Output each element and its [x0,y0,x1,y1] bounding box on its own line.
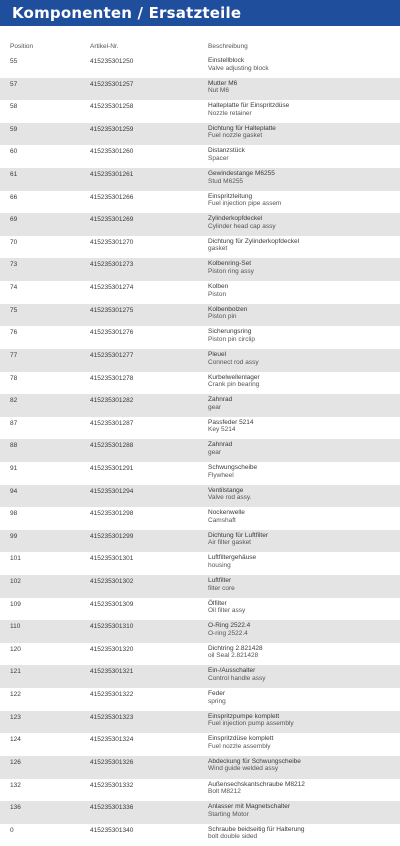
row-article-number: 415235301299 [90,532,134,540]
description-german: Zahnrad [208,441,233,449]
row-position: 122 [10,691,21,699]
row-position: 66 [10,193,18,201]
table-header [0,39,400,55]
description-german: Zylinderkopfdeckel [208,215,263,223]
row-position: 94 [10,487,18,495]
description-german: Kurbelwellenlager [208,373,260,381]
row-article-number: 415235301309 [90,600,134,608]
row-description [208,80,400,95]
row-description [208,600,400,615]
table-row [0,439,400,462]
description-german: Zahnrad [208,396,233,404]
table-row [0,801,400,824]
description-german: Einspritzdüse komplett [208,735,274,743]
row-article-number: 415235301282 [90,397,134,405]
row-article-number: 415235301336 [90,804,134,812]
table-row [0,326,400,349]
row-position: 98 [10,510,18,518]
description-english: gear [208,403,222,411]
description-english: housing [208,562,231,569]
row-description [208,374,400,389]
description-german: Außensechskantschraube M8212 [208,780,305,788]
description-english: Fuel nozzle assembly [208,742,271,750]
row-article-number: 415235301275 [90,306,134,314]
row-position: 73 [10,261,18,269]
row-article-number: 415235301287 [90,419,134,427]
row-position: 132 [10,781,21,789]
row-description [208,147,400,162]
column-header-article: Artikel-Nr. [90,43,119,50]
row-description [208,351,400,366]
row-position: 58 [10,103,18,111]
description-german: Halteplatte für Einspritzdüse [208,102,290,110]
row-position: 69 [10,216,18,224]
row-position: 126 [10,758,21,766]
row-article-number: 415235301322 [90,691,134,699]
table-row [0,55,400,78]
table-row [0,485,400,508]
description-english: Fuel injection pipe assem [208,200,282,208]
page-title: Komponenten / Ersatzteile [0,0,400,26]
row-article-number: 415235301291 [90,464,134,472]
table-row [0,688,400,711]
row-description [208,622,400,637]
description-german: Pleuel [208,350,227,358]
description-english: Fuel injection pump assembly [208,720,294,728]
row-position: 124 [10,736,21,744]
description-english: Piston [208,290,227,298]
row-description [208,690,400,705]
description-english: Fuel nozzle gasket [208,132,263,140]
row-position: 57 [10,80,18,88]
description-german: Kolbenring-Set [208,260,251,268]
row-position: 102 [10,578,21,586]
description-german: Ölfilter [208,599,227,607]
row-position: 59 [10,125,18,133]
row-position: 82 [10,397,18,405]
table-row [0,123,400,146]
description-english: Piston pin [208,313,237,321]
row-position: 0 [10,826,14,834]
row-description [208,441,400,456]
table-row [0,598,400,621]
row-article-number: 415235301260 [90,148,134,156]
row-article-number: 415235301258 [90,103,134,111]
description-english: Key 5214 [208,426,236,434]
row-position: 61 [10,171,18,179]
table-row [0,168,400,191]
row-article-number: 415235301273 [90,261,134,269]
row-description [208,102,400,117]
row-description [208,554,400,569]
description-english: Cylinder head cap assy [208,222,276,230]
row-article-number: 415235301276 [90,329,134,337]
table-row [0,507,400,530]
description-german: Luftfiltergehäuse [208,554,257,562]
row-description [208,396,400,411]
row-description [208,328,400,343]
row-description [208,125,400,140]
description-german: Einspritzleitung [208,192,253,200]
description-german: Schwungscheibe [208,463,258,471]
description-german: Distanzstück [208,147,245,155]
row-position: 70 [10,238,18,246]
table-row [0,191,400,214]
row-article-number: 415235301301 [90,555,134,563]
row-position: 74 [10,284,18,292]
row-description [208,803,400,818]
description-english: O-ring 2522.4 [208,629,248,637]
row-description [208,170,400,185]
description-english: bolt double sided [208,833,258,841]
table-row [0,552,400,575]
row-article-number: 415235301277 [90,351,134,359]
description-german: Dichtung für Halteplatte [208,124,276,132]
row-article-number: 415235301288 [90,442,134,450]
description-english: Camshaft [208,516,236,524]
row-position: 109 [10,600,21,608]
table-row [0,756,400,779]
row-position: 77 [10,351,18,359]
row-article-number: 415235301269 [90,216,134,224]
description-german: O-Ring 2522.4 [208,622,251,630]
table-row [0,620,400,643]
description-german: Abdeckung für Schwungscheibe [208,757,301,765]
row-position: 87 [10,419,18,427]
table-row [0,236,400,259]
row-position: 88 [10,442,18,450]
description-english: Bolt M8212 [208,788,241,796]
description-english: Stud M6255 [208,177,244,185]
row-article-number: 415235301310 [90,623,134,631]
description-english: Nozzle retainer [208,109,252,117]
row-description [208,419,400,434]
row-article-number: 415235301294 [90,487,134,495]
row-article-number: 415235301340 [90,826,134,834]
row-article-number: 415235301302 [90,578,134,586]
row-description [208,215,400,230]
row-description [208,487,400,502]
row-description [208,509,400,524]
row-description [208,645,400,660]
column-header-position: Position [10,43,34,50]
table-row [0,145,400,168]
table-row [0,462,400,485]
description-german: Nockenwelle [208,509,245,517]
description-english: oil Seal 2.821428 [208,652,259,660]
row-position: 99 [10,532,18,540]
description-english: Piston ring assy [208,268,254,276]
description-english: Oil filter assy [208,607,246,615]
row-position: 121 [10,668,21,676]
description-german: Kolben [208,283,229,291]
description-german: Luftfilter [208,577,232,585]
description-german: Dichtung für Luftfilter [208,531,268,539]
row-article-number: 415235301270 [90,238,134,246]
row-article-number: 415235301250 [90,58,134,65]
table-row [0,824,400,846]
description-english: gasket [208,245,228,253]
row-position: 136 [10,804,21,812]
table-row [0,394,400,417]
description-german: Schraube beidseitig für Halterung [208,825,305,833]
description-german: Einspritzpumpe komplett [208,712,280,720]
description-english: Control handle assy [208,675,266,683]
description-english: gear [208,448,222,456]
row-description [208,667,400,682]
description-german: Ein-/Ausschalter [208,667,256,675]
description-english: Starting Motor [208,810,249,818]
row-description [208,238,400,253]
table-row [0,530,400,553]
row-position: 123 [10,713,21,721]
parts-table [0,55,400,846]
description-english: Spacer [208,155,229,163]
row-description [208,57,400,72]
row-position: 55 [10,58,18,65]
description-english: Flywheel [208,471,234,479]
row-description [208,758,400,773]
row-article-number: 415235301326 [90,758,134,766]
column-header-description: Beschreibung [208,43,248,50]
row-article-number: 415235301259 [90,125,134,133]
row-position: 60 [10,148,18,156]
row-article-number: 415235301266 [90,193,134,201]
table-row [0,100,400,123]
table-row [0,258,400,281]
table-row [0,733,400,756]
table-row [0,417,400,440]
row-description [208,193,400,208]
table-row [0,372,400,395]
row-article-number: 415235301278 [90,374,134,382]
description-english: Nut M6 [208,87,229,95]
description-german: Kolbenbolzen [208,305,248,313]
description-german: Anlasser mit Magnetschalter [208,803,291,811]
table-row [0,304,400,327]
row-article-number: 415235301332 [90,781,134,789]
description-german: Feder [208,690,225,698]
row-article-number: 415235301323 [90,713,134,721]
description-english: Air filter gasket [208,539,251,547]
row-description [208,577,400,592]
description-german: Mutter M6 [208,79,238,87]
row-description [208,781,400,796]
description-english: Crank pin bearing [208,381,260,389]
table-row [0,349,400,372]
table-row [0,711,400,734]
row-article-number: 415235301261 [90,171,134,179]
table-row [0,78,400,101]
description-german: Gewindestange M6255 [208,170,275,178]
row-description [208,713,400,728]
row-position: 76 [10,329,18,337]
row-position: 110 [10,623,21,631]
row-position: 101 [10,555,21,563]
row-description [208,826,400,841]
description-english: Connect rod assy [208,358,259,366]
row-article-number: 415235301274 [90,284,134,292]
row-description [208,306,400,321]
description-english: Valve rod assy. [208,494,252,502]
row-description [208,532,400,547]
description-english: Wind guide welded assy [208,765,279,773]
table-row [0,779,400,802]
description-english: Piston pin circlip [208,335,255,343]
table-row [0,281,400,304]
row-position: 75 [10,306,18,314]
row-description [208,464,400,479]
row-description [208,260,400,275]
row-article-number: 415235301324 [90,736,134,744]
table-row [0,665,400,688]
description-german: Dichtring 2.821428 [208,644,263,652]
description-english: Valve adjusting block [208,64,269,72]
row-article-number: 415235301321 [90,668,134,676]
description-english: spring [208,697,226,705]
description-german: Ventilstange [208,486,244,494]
row-description [208,283,400,298]
table-row [0,643,400,666]
description-english: filter core [208,584,235,592]
row-position: 78 [10,374,18,382]
table-row [0,575,400,598]
description-german: Dichtung für Zylinderkopfdeckel [208,237,300,245]
row-position: 91 [10,464,18,472]
row-article-number: 415235301298 [90,510,134,518]
row-article-number: 415235301257 [90,80,134,88]
description-german: Passfeder 5214 [208,418,254,426]
description-german: Einstellblock [208,57,245,64]
row-position: 120 [10,645,21,653]
table-row [0,213,400,236]
row-article-number: 415235301320 [90,645,134,653]
description-german: Sicherungsring [208,328,252,336]
row-description [208,735,400,750]
